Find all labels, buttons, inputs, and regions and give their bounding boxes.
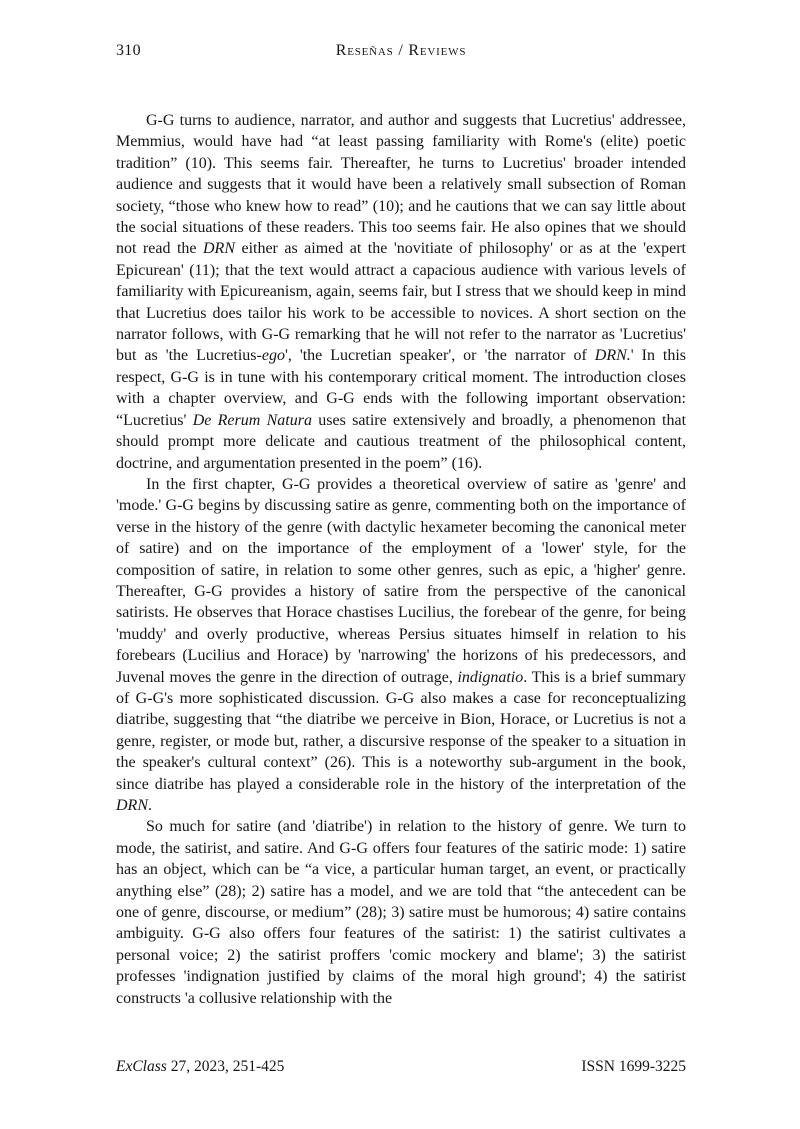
journal-citation [116, 1058, 284, 1076]
italic-text: DRN [202, 240, 235, 258]
text-run: . This is a brief summary of G-G's more sophisticated discussion. G-G also makes a case for reconceptualizing diatribe, suggesting that “the diatribe we perceive in Bion, Horace, or Lucretius is not a genre, register, or mode but, rather, a discursive response of the speaker to a situation in the speaker's cultural context” (26). This is a noteworthy sub-argument in the book, since diatribe has played a considerable role in the history of the interpretation of the [116, 668, 686, 793]
text-run: 27, 2023, 251-425 [166, 1058, 285, 1075]
italic-text: DRN. [594, 347, 631, 365]
italic-text: ego [261, 347, 285, 365]
text-run: So much for satire (and 'diatribe') in relation to the history of genre. We turn to mode, the satirist, and satire. And G-G offers four features of the satiric mode: 1) satire has an object, which can be “a vice, a particular human target, an event, or practically anything else” (28); 2) satire has a model, and we are told that “the antecedent can be one of genre, discourse, or medium” (28); 3) satire must be humorous; 4) satire contains ambiguity. G-G also offers four features of the satirist: 1) the satirist cultivates a personal voice; 2) the satirist proffers 'comic mockery and blame'; 3) the satirist professes 'indignation justified by claims of the moral high ground'; 4) the satirist constructs 'a collusive relationship with the [116, 818, 686, 1007]
paragraph [116, 474, 686, 817]
page-header [116, 42, 686, 60]
paragraph [116, 816, 686, 1009]
page-number: 310 [116, 42, 141, 59]
italic-text: ExClass [116, 1058, 167, 1075]
text-run: G-G turns to audience, narrator, and author and suggests that Lucretius' addressee, Memmius, would have had “at least passing familiarity with Rome's (elite) poetic tradition” (10). This seems fair. Thereafter, he turns to Lucretius' broader intended audience and suggests that it would have been a relatively small subsection of Roman society, “those who knew how to read” (10); and he cautions that we can say little about the social situations of these readers. This too seems fair. He also opines that we should not read the [116, 112, 686, 258]
page-footer [116, 1058, 686, 1076]
running-head: Reseñas / Reviews [335, 42, 467, 59]
text-run: either as aimed at the 'novitiate of philosophy' or as at the 'expert Epicurean' (11); that the text would attract a capacious audience with various levels of familiarity with Epicureanism, again, seems fair, but I stress that we should keep in mind that Lucretius does tailor his work to be accessible to novices. A short section on the narrator follows, with G-G remarking that he will not refer to the narrator as 'Lucretius' but as 'the Lucretius- [116, 240, 686, 365]
text-run: . [148, 797, 152, 814]
text-run: In the first chapter, G-G provides a theoretical overview of satire as 'genre' and 'mode.' G-G begins by discussing satire as genre, commenting both on the importance of verse in the history of the genre (with dactylic hexameter becoming the canonical meter of satire) and on the importance of the employment of a 'lower' style, for the composition of satire, in relation to some other genres, such as epic, a 'higher' genre. Thereafter, G-G provides a history of satire from the perspective of the canonical satirists. He observes that Horace chastises Lucilius, the forebear of the genre, for being 'muddy' and overly productive, whereas Persius situates himself in relation to his forebears (Lucilius and Horace) by 'narrowing' the horizons of his predecessors, and Juvenal moves the genre in the direction of outrage, [116, 475, 686, 686]
text-run: ', 'the Lucretian speaker', or 'the narrator of [284, 347, 595, 365]
italic-text: indignatio [457, 668, 524, 686]
text-run: ' In this respect, G-G is in tune with his contemporary critical moment. The introduction closes with a chapter overview, and G-G ends with the following important observation: “Lucretius' [116, 347, 687, 429]
review-body [116, 110, 686, 1009]
paragraph [116, 110, 686, 474]
text-run: uses satire extensively and broadly, a phenomenon that should prompt more delicate and cautious treatment of the philosophical content, doctrine, and argumentation presented in the poem” (16). [116, 411, 687, 472]
issn: ISSN 1699-3225 [581, 1058, 686, 1075]
italic-text: De Rerum Natura [192, 411, 312, 429]
italic-text: DRN [116, 797, 148, 814]
